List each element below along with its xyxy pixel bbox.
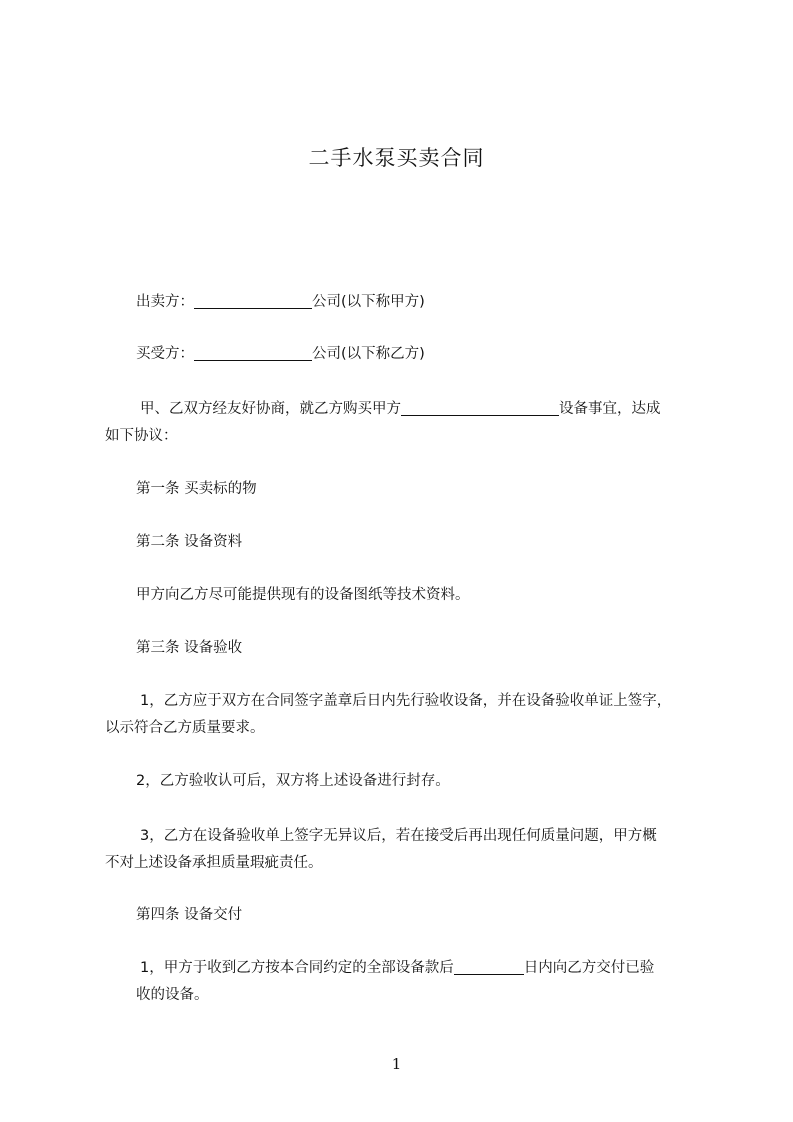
seller-label: 出卖方：	[136, 294, 194, 310]
intro-line-1	[140, 397, 752, 421]
article-4-item-1-part1: 1，甲方于收到乙方按本合同约定的全部设备款后	[140, 960, 454, 976]
seller-line	[136, 290, 748, 314]
article-2-body: 甲方向乙方尽可能提供现有的设备图纸等技术资料。	[136, 587, 470, 603]
article-3-item-2: 2，乙方验收认可后，双方将上述设备进行封存。	[136, 773, 450, 789]
article-1-heading: 第一条 买卖标的物	[136, 481, 257, 497]
intro-text-part2: 设备事宜，达成	[559, 401, 661, 417]
buyer-suffix: 公司(以下称乙方)	[312, 346, 425, 362]
article-2-heading: 第二条 设备资料	[136, 534, 243, 550]
equipment-blank	[401, 399, 559, 416]
article-4-item-1-line-1	[140, 956, 752, 980]
document-title: 二手水泵买卖合同	[308, 146, 485, 170]
seller-suffix: 公司(以下称甲方)	[312, 294, 425, 310]
seller-name-blank	[194, 292, 312, 309]
article-3-item-1-line-1: 1，乙方应于双方在合同签字盖章后日内先行验收设备，并在设备验收单证上签字，	[140, 693, 672, 709]
article-4-item-1-line-2: 收的设备。	[136, 987, 209, 1003]
page-number: 1	[391, 1055, 402, 1073]
article-4-heading: 第四条 设备交付	[136, 907, 243, 923]
buyer-line	[136, 342, 748, 366]
intro-text-part1: 甲、乙双方经友好协商，就乙方购买甲方	[140, 401, 401, 417]
buyer-label: 买受方：	[136, 346, 194, 362]
article-3-item-3-line-1: 3，乙方在设备验收单上签字无异议后，若在接受后再出现任何质量问题，甲方概	[140, 828, 657, 844]
article-4-item-1-part2: 日内向乙方交付已验	[523, 960, 655, 976]
buyer-name-blank	[194, 344, 312, 361]
article-3-item-3-line-2: 不对上述设备承担质量瑕疵责任。	[105, 855, 323, 871]
article-3-item-1-line-2: 以示符合乙方质量要求。	[105, 720, 265, 736]
intro-line-2: 如下协议：	[105, 428, 178, 444]
delivery-days-blank	[454, 958, 524, 975]
article-3-heading: 第三条 设备验收	[136, 640, 243, 656]
